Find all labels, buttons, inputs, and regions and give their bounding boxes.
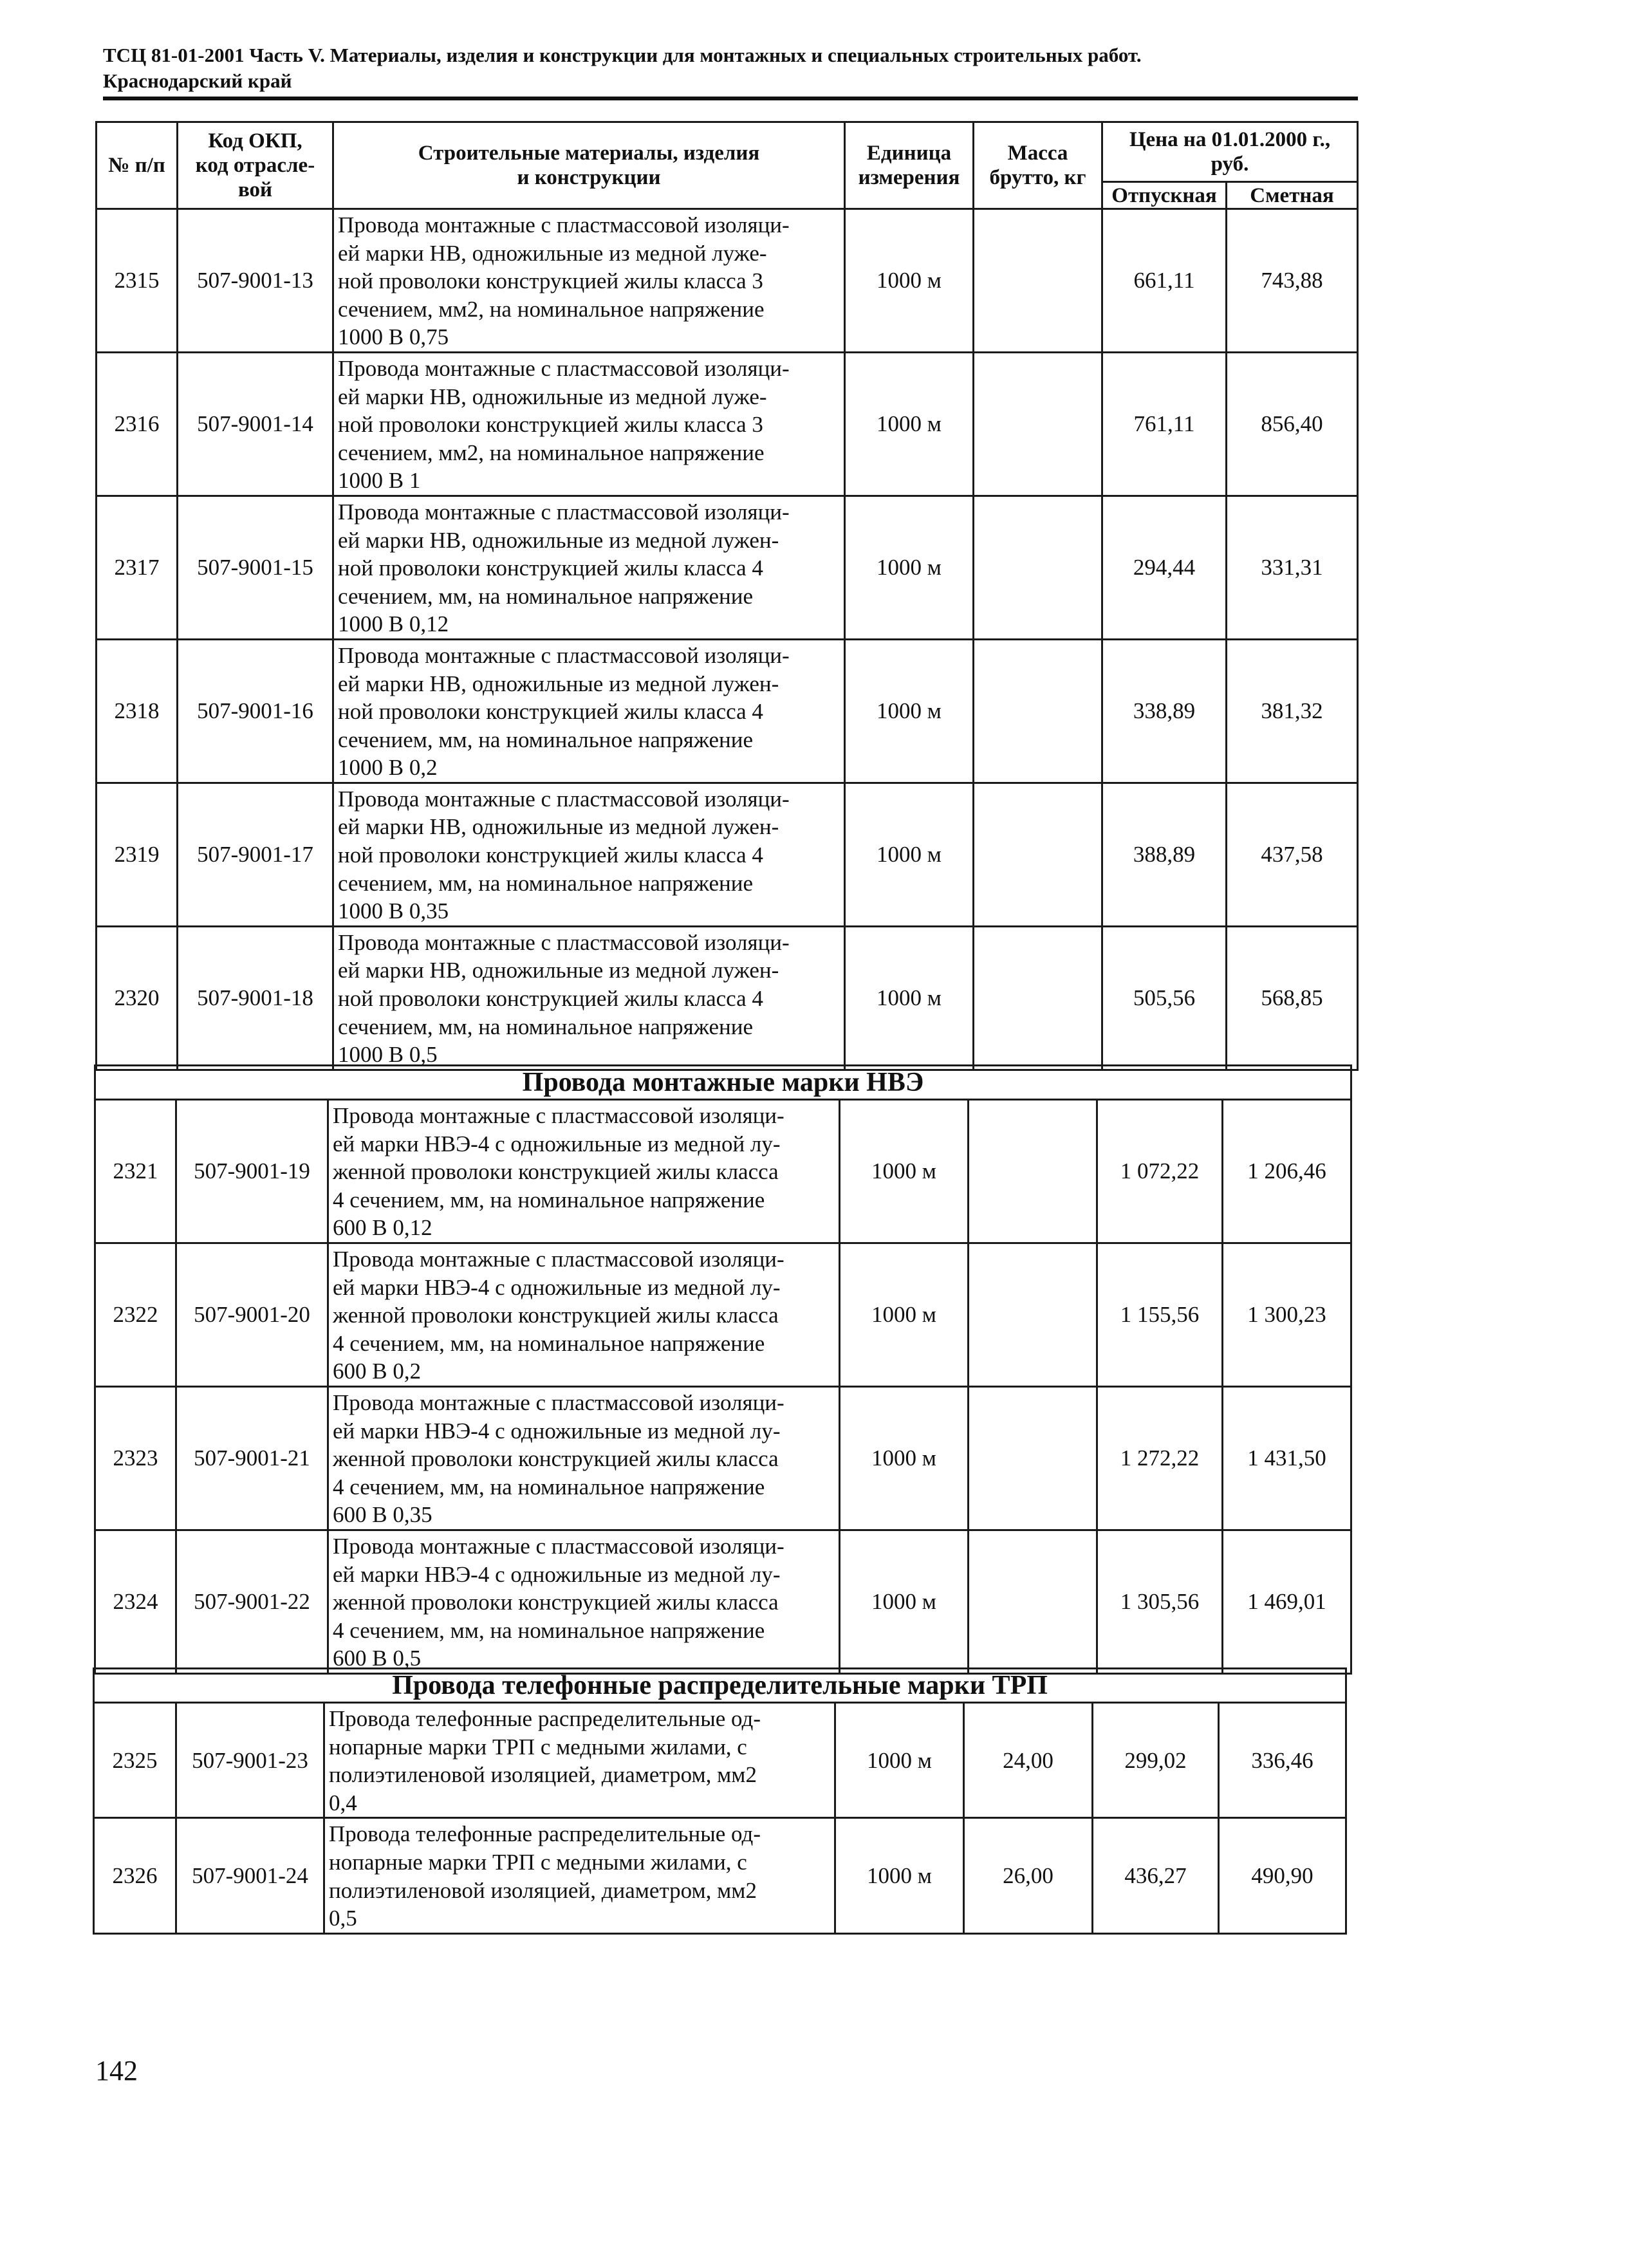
row-code: 507-9001-18 [178, 926, 333, 1070]
row-code: 507-9001-21 [176, 1386, 328, 1530]
price-table-part-1 [95, 121, 1359, 1071]
col-mass-header: Масса брутто, кг [974, 122, 1102, 209]
table-row [94, 1703, 1346, 1818]
row-number: 2322 [95, 1243, 176, 1386]
row-release-price: 1 155,56 [1097, 1243, 1223, 1386]
section-title-trp: Провода телефонные распределительные марки ТРП [94, 1669, 1346, 1703]
row-number: 2317 [97, 496, 178, 639]
row-unit: 1000 м [845, 352, 974, 496]
page-header [103, 42, 1358, 100]
row-release-price: 338,89 [1102, 639, 1227, 783]
price-table-part-2 [94, 1064, 1352, 1675]
table-row [95, 1100, 1351, 1243]
table-row [97, 639, 1358, 783]
header-region: Краснодарский край [103, 70, 292, 92]
row-mass [974, 639, 1102, 783]
row-estimate-price: 331,31 [1227, 496, 1358, 639]
price-table-part-3 [93, 1667, 1347, 1935]
row-number: 2325 [94, 1703, 176, 1818]
table-row [95, 1243, 1351, 1386]
table-row [97, 209, 1358, 353]
row-release-price: 1 272,22 [1097, 1386, 1223, 1530]
row-number: 2321 [95, 1100, 176, 1243]
row-mass [974, 209, 1102, 353]
row-estimate-price: 856,40 [1227, 352, 1358, 496]
row-mass [969, 1243, 1097, 1386]
row-release-price: 1 072,22 [1097, 1100, 1223, 1243]
row-code: 507-9001-15 [178, 496, 333, 639]
row-number: 2316 [97, 352, 178, 496]
row-code: 507-9001-20 [176, 1243, 328, 1386]
row-number: 2324 [95, 1530, 176, 1673]
row-unit: 1000 м [835, 1818, 964, 1933]
row-release-price: 661,11 [1102, 209, 1227, 353]
row-mass [974, 352, 1102, 496]
row-mass [969, 1386, 1097, 1530]
row-description: Провода монтажные с пластмассовой изоляци- ей марки НВЭ-4 с одножильные из медной лу- женной проволоки конструкцией жилы класса 4 сечением, мм, на номинальное напряжение 600 В 0,35 [328, 1386, 840, 1530]
row-description: Провода монтажные с пластмассовой изоляци- ей марки НВ, одножильные из медной луже- ной проволоки конструкцией жилы класса 3 сечением, мм2, на номинальное напряжение 1000 В 0,75 [333, 209, 845, 353]
row-code: 507-9001-24 [176, 1818, 324, 1933]
row-number: 2326 [94, 1818, 176, 1933]
table-row [97, 783, 1358, 926]
row-estimate-price: 1 206,46 [1223, 1100, 1351, 1243]
row-release-price: 1 305,56 [1097, 1530, 1223, 1673]
row-unit: 1000 м [840, 1530, 969, 1673]
row-description: Провода монтажные с пластмассовой изоляци- ей марки НВЭ-4 с одножильные из медной лу- женной проволоки конструкцией жилы класса 4 сечением, мм, на номинальное напряжение 600 В 0,5 [328, 1530, 840, 1673]
row-unit: 1000 м [845, 496, 974, 639]
col-estimate-price-header: Сметная [1227, 182, 1358, 209]
col-price-header: Цена на 01.01.2000 г., руб. [1102, 122, 1358, 182]
page-number: 142 [95, 2055, 138, 2086]
row-description: Провода монтажные с пластмассовой изоляци- ей марки НВ, одножильные из медной лужен- ной проволоки конструкцией жилы класса 4 сечением, мм, на номинальное напряжение 1000 В 0,5 [333, 926, 845, 1070]
table-row [97, 352, 1358, 496]
row-unit: 1000 м [845, 926, 974, 1070]
section-title-nve: Провода монтажные марки НВЭ [95, 1066, 1351, 1100]
row-unit: 1000 м [845, 209, 974, 353]
row-description: Провода монтажные с пластмассовой изоляци- ей марки НВ, одножильные из медной лужен- ной проволоки конструкцией жилы класса 4 сечением, мм, на номинальное напряжение 1000 В 0,35 [333, 783, 845, 926]
row-mass [974, 496, 1102, 639]
row-release-price: 761,11 [1102, 352, 1227, 496]
row-estimate-price: 336,46 [1219, 1703, 1346, 1818]
table-row [95, 1530, 1351, 1673]
row-mass [974, 926, 1102, 1070]
row-unit: 1000 м [845, 639, 974, 783]
row-number: 2323 [95, 1386, 176, 1530]
row-mass: 24,00 [964, 1703, 1093, 1818]
row-description: Провода телефонные распределительные од- нопарные марки ТРП с медными жилами, с полиэтиленовой изоляцией, диаметром, мм2 0,4 [324, 1703, 835, 1818]
row-mass [969, 1100, 1097, 1243]
row-estimate-price: 1 300,23 [1223, 1243, 1351, 1386]
row-description: Провода монтажные с пластмассовой изоляци- ей марки НВЭ-4 с одножильные из медной лу- женной проволоки конструкцией жилы класса 4 сечением, мм, на номинальное напряжение 600 В 0,2 [328, 1243, 840, 1386]
col-release-price-header: Отпускная [1102, 182, 1227, 209]
table-row [95, 1386, 1351, 1530]
row-estimate-price: 743,88 [1227, 209, 1358, 353]
row-release-price: 294,44 [1102, 496, 1227, 639]
header-title: ТСЦ 81-01-2001 Часть V. Материалы, изделия и конструкции для монтажных и специальных строительных работ. [103, 44, 1142, 66]
row-number: 2315 [97, 209, 178, 353]
row-unit: 1000 м [840, 1243, 969, 1386]
row-code: 507-9001-14 [178, 352, 333, 496]
row-code: 507-9001-13 [178, 209, 333, 353]
row-release-price: 388,89 [1102, 783, 1227, 926]
row-estimate-price: 437,58 [1227, 783, 1358, 926]
row-description: Провода монтажные с пластмассовой изоляци- ей марки НВЭ-4 с одножильные из медной лу- женной проволоки конструкцией жилы класса 4 сечением, мм, на номинальное напряжение 600 В 0,12 [328, 1100, 840, 1243]
row-unit: 1000 м [840, 1386, 969, 1530]
row-number: 2318 [97, 639, 178, 783]
col-name-header: Строительные материалы, изделия и конструкции [333, 122, 845, 209]
row-description: Провода монтажные с пластмассовой изоляци- ей марки НВ, одножильные из медной луже- ной проволоки конструкцией жилы класса 3 сечением, мм2, на номинальное напряжение 1000 В 1 [333, 352, 845, 496]
row-estimate-price: 1 469,01 [1223, 1530, 1351, 1673]
row-code: 507-9001-19 [176, 1100, 328, 1243]
row-release-price: 299,02 [1093, 1703, 1219, 1818]
row-code: 507-9001-22 [176, 1530, 328, 1673]
table-row [97, 926, 1358, 1070]
row-code: 507-9001-16 [178, 639, 333, 783]
row-number: 2320 [97, 926, 178, 1070]
row-unit: 1000 м [845, 783, 974, 926]
row-description: Провода монтажные с пластмассовой изоляци- ей марки НВ, одножильные из медной лужен- ной проволоки конструкцией жилы класса 4 сечением, мм, на номинальное напряжение 1000 В 0,12 [333, 496, 845, 639]
row-release-price: 436,27 [1093, 1818, 1219, 1933]
row-number: 2319 [97, 783, 178, 926]
row-code: 507-9001-23 [176, 1703, 324, 1818]
col-num-header: № п/п [97, 122, 178, 209]
row-estimate-price: 568,85 [1227, 926, 1358, 1070]
table-row [97, 496, 1358, 639]
col-unit-header: Единица измерения [845, 122, 974, 209]
row-estimate-price: 1 431,50 [1223, 1386, 1351, 1530]
col-code-header: Код ОКП, код отрасле- вой [178, 122, 333, 209]
row-mass: 26,00 [964, 1818, 1093, 1933]
table-row [94, 1818, 1346, 1933]
row-estimate-price: 381,32 [1227, 639, 1358, 783]
row-unit: 1000 м [840, 1100, 969, 1243]
row-estimate-price: 490,90 [1219, 1818, 1346, 1933]
row-description: Провода монтажные с пластмассовой изоляци- ей марки НВ, одножильные из медной лужен- ной проволоки конструкцией жилы класса 4 сечением, мм, на номинальное напряжение 1000 В 0,2 [333, 639, 845, 783]
row-release-price: 505,56 [1102, 926, 1227, 1070]
row-mass [974, 783, 1102, 926]
row-mass [969, 1530, 1097, 1673]
row-description: Провода телефонные распределительные од- нопарные марки ТРП с медными жилами, с полиэтиленовой изоляцией, диаметром, мм2 0,5 [324, 1818, 835, 1933]
row-unit: 1000 м [835, 1703, 964, 1818]
row-code: 507-9001-17 [178, 783, 333, 926]
